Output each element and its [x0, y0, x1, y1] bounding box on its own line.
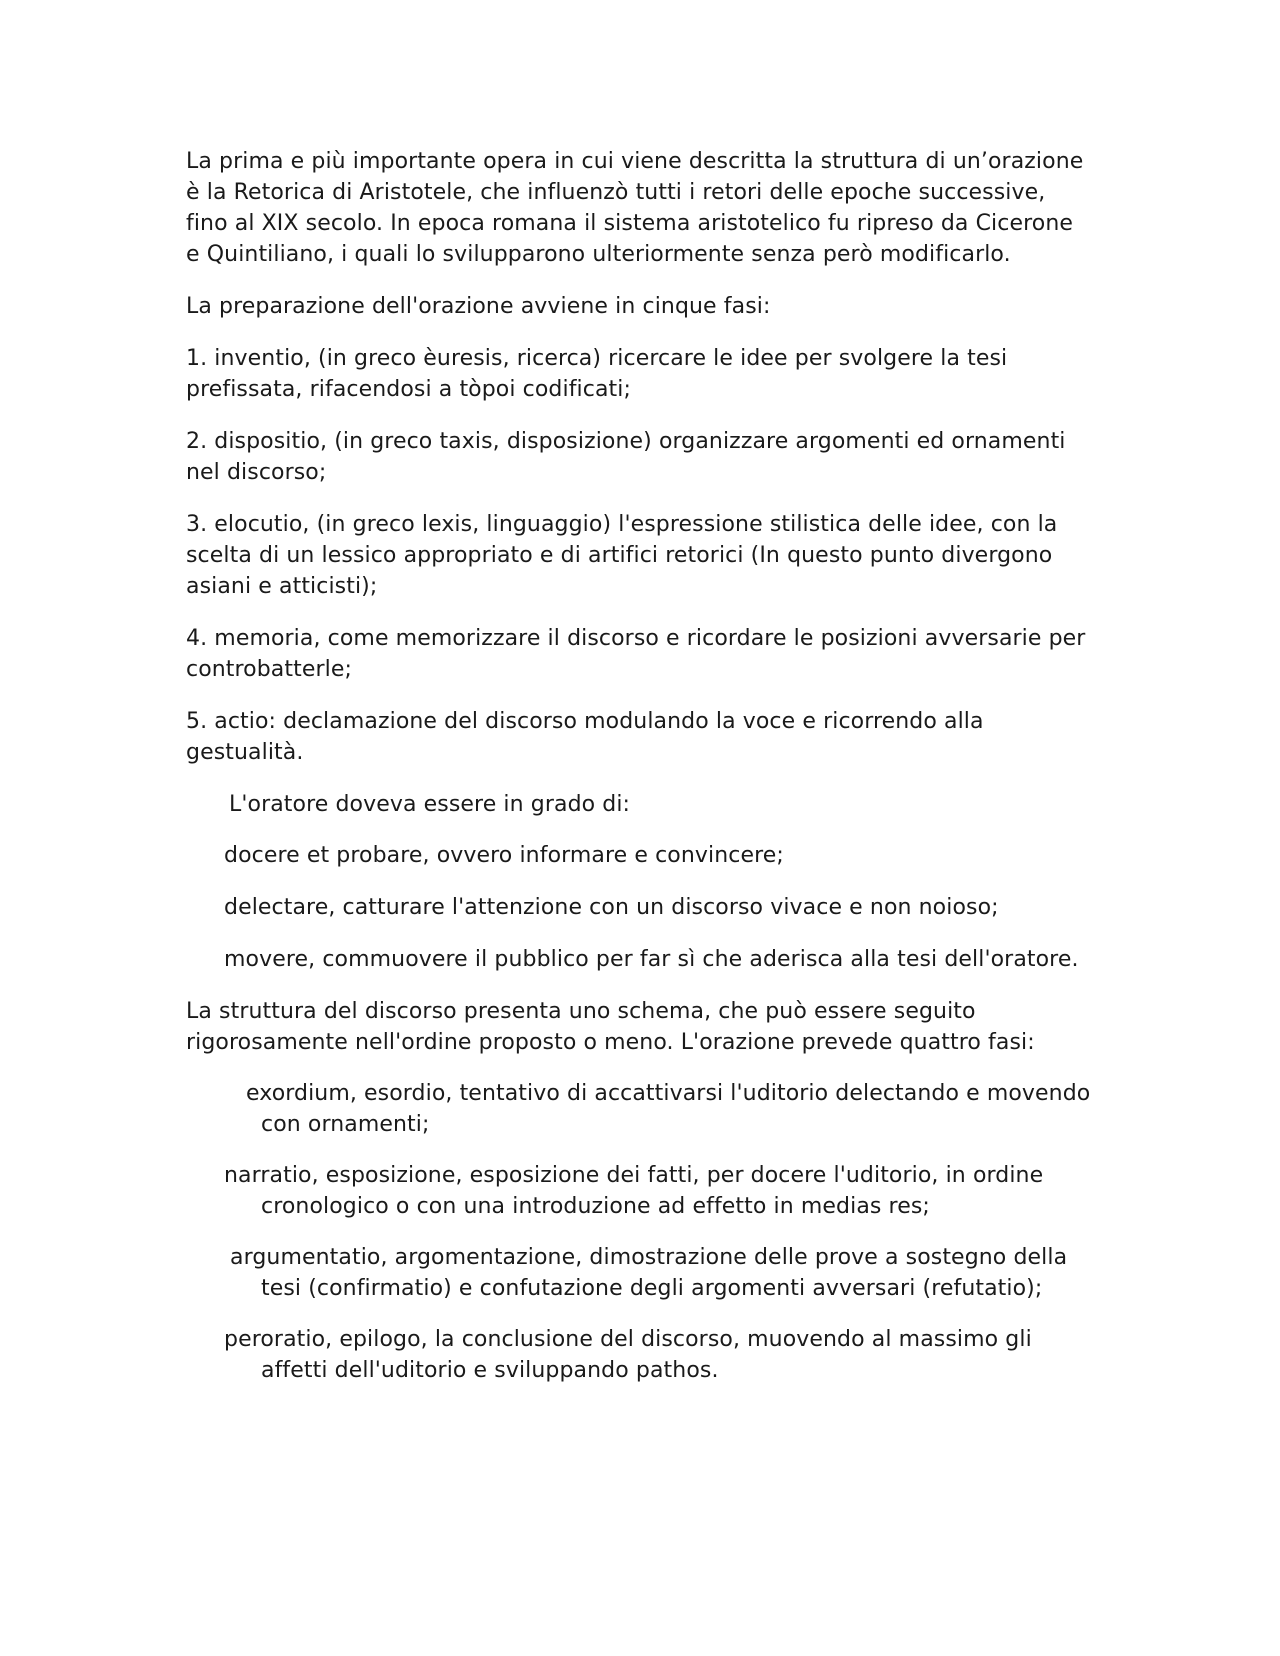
- preparation-step-memoria: 4. memoria, come memorizzare il discorso e ricordare le posizioni avversarie per controbatterle;: [186, 626, 1086, 682]
- structure-phase-peroratio: peroratio, epilogo, la conclusione del discorso, muovendo al massimo gli affetti dell'uditorio e sviluppando pathos.: [224, 1327, 1032, 1383]
- preparation-step-actio: 5. actio: declamazione del discorso modulando la voce e ricorrendo alla gestualità.: [186, 709, 984, 765]
- structure-phase-exordium: exordium, esordio, tentativo di accattivarsi l'uditorio delectando e movendo con ornamenti;: [246, 1081, 1091, 1137]
- preparation-step-elocutio: 3. elocutio, (in greco lexis, linguaggio) l'espressione stilistica delle idee, con la scelta di un lessico appropriato e di artifici retorici (In questo punto divergono asiani e atticisti);: [186, 512, 1058, 599]
- orator-intro: L'oratore doveva essere in grado di:: [229, 792, 631, 817]
- intro-paragraph: La prima e più importante opera in cui viene descritta la struttura di un’orazione è la Retorica di Aristotele, che influenzò tutti i retori delle epoche successive, fino al XIX secolo. In epoca romana il sistema aristotelico fu ripreso da Cicerone e Quintiliano, i quali lo svilupparono ulteriormente senza però modificarlo.: [186, 149, 1084, 267]
- preparation-step-inventio: 1. inventio, (in greco èuresis, ricerca) ricercare le idee per svolgere la tesi prefissata, rifacendosi a tòpoi codificati;: [186, 346, 1008, 402]
- preparation-step-dispositio: 2. dispositio, (in greco taxis, disposizione) organizzare argomenti ed ornamenti nel discorso;: [186, 429, 1066, 485]
- document-body: [186, 146, 1092, 1406]
- structure-phase-narratio: narratio, esposizione, esposizione dei fatti, per docere l'uditorio, in ordine cronologico o con una introduzione ad effetto in medias res;: [224, 1163, 1044, 1219]
- preparation-intro: La preparazione dell'orazione avviene in cinque fasi:: [186, 294, 771, 319]
- orator-duty-delectare: delectare, catturare l'attenzione con un discorso vivace e non noioso;: [224, 895, 999, 920]
- orator-duty-docere: docere et probare, ovvero informare e convincere;: [224, 843, 784, 868]
- orator-duty-movere: movere, commuovere il pubblico per far sì che aderisca alla tesi dell'oratore.: [224, 947, 1079, 972]
- structure-intro: La struttura del discorso presenta uno schema, che può essere seguito rigorosamente nell'ordine proposto o meno. L'orazione prevede quattro fasi:: [186, 999, 1035, 1055]
- structure-phase-argumentatio: argumentatio, argomentazione, dimostrazione delle prove a sostegno della tesi (confirmatio) e confutazione degli argomenti avversari (refutatio);: [230, 1245, 1068, 1301]
